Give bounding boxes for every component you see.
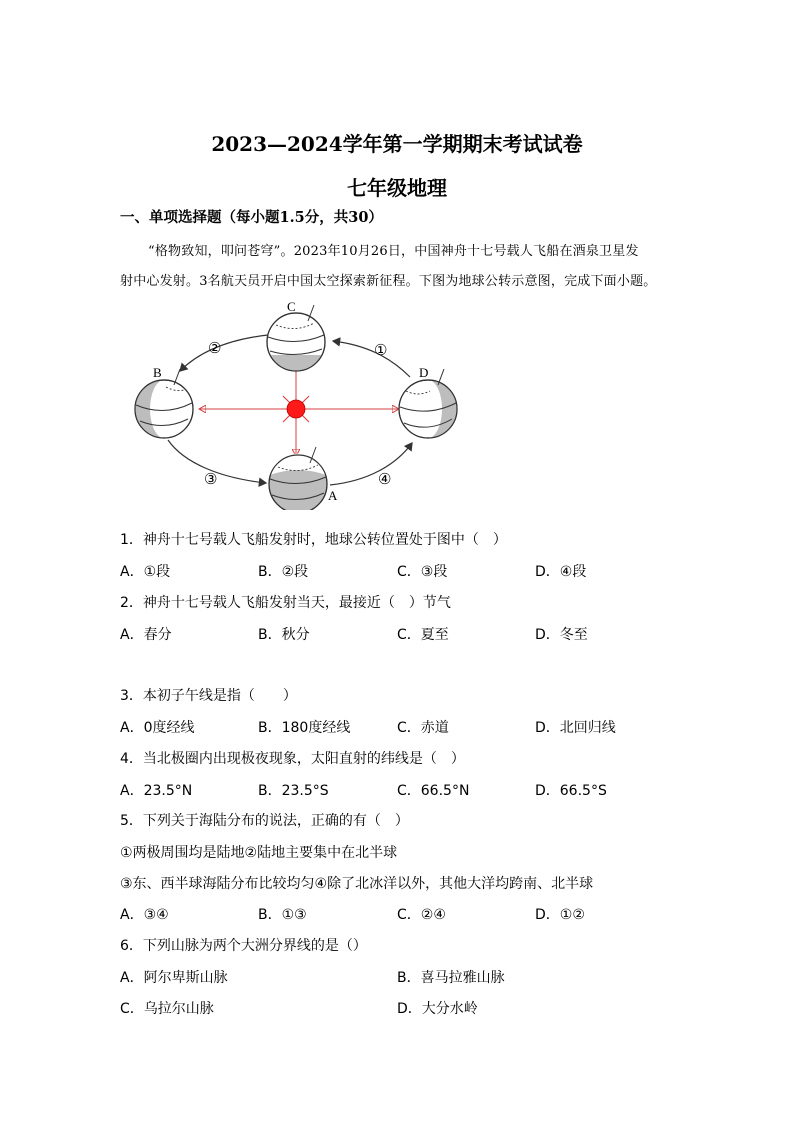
question-2-option-a[interactable]: A．春分 — [120, 627, 172, 643]
question-3-option-b[interactable]: B．180度经线 — [258, 720, 351, 736]
question-6-stem: 6．下列山脉为两个大洲分界线的是（） — [120, 938, 367, 954]
question-5-stem: 5．下列关于海陆分布的说法，正确的有（ ） — [120, 813, 409, 829]
question-4-stem: 4．当北极圈内出现极夜现象，太阳直射的纬线是（ ） — [120, 751, 465, 767]
question-3-option-c[interactable]: C．赤道 — [397, 720, 449, 736]
sun-icon — [283, 396, 309, 422]
question-2-option-c[interactable]: C．夏至 — [397, 627, 449, 643]
earth-position-b — [135, 369, 193, 438]
question-3-option-a[interactable]: A．0度经线 — [120, 720, 195, 736]
exam-subtitle: 七年级地理 — [347, 176, 447, 200]
question-5-option-d[interactable]: D．①② — [535, 907, 585, 923]
question-1-option-d[interactable]: D．④段 — [535, 564, 587, 580]
segment-4-label: ④ — [378, 472, 392, 488]
question-3-option-d[interactable]: D．北回归线 — [535, 720, 616, 736]
label-a: A — [328, 488, 338, 503]
question-6-option-b[interactable]: B．喜马拉雅山脉 — [397, 970, 505, 986]
question-1-option-b[interactable]: B．②段 — [258, 564, 309, 580]
question-6-option-a[interactable]: A．阿尔卑斯山脉 — [120, 970, 228, 986]
section-heading: 一、单项选择题（每小题1.5分，共30） — [120, 209, 383, 226]
question-6-option-d[interactable]: D．大分水岭 — [397, 1001, 478, 1017]
earth-position-c — [267, 305, 325, 371]
earth-position-a — [269, 447, 327, 510]
orbit-arc-4 — [330, 443, 412, 485]
question-4-option-a[interactable]: A．23.5°N — [120, 783, 193, 799]
question-4-option-c[interactable]: C．66.5°N — [397, 783, 470, 799]
intro-paragraph-line-1: “格物致知，叩问苍穹”。2023年10月26日，中国神舟十七号载人飞船在酒泉卫星发 — [148, 244, 639, 259]
question-5-statements-line-2: ③东、西半球海陆分布比较均匀④除了北冰洋以外，其他大洋均跨南、北半球 — [120, 876, 594, 892]
question-6-option-c[interactable]: C．乌拉尔山脉 — [120, 1001, 214, 1017]
question-5-statements-line-1: ①两极周围均是陆地②陆地主要集中在北半球 — [120, 845, 398, 861]
question-1-option-a[interactable]: A．①段 — [120, 564, 171, 580]
question-2-option-b[interactable]: B．秋分 — [258, 627, 310, 643]
earth-revolution-diagram — [128, 295, 468, 510]
question-3-stem: 3．本初子午线是指（ ） — [120, 688, 297, 704]
question-4-option-d[interactable]: D．66.5°S — [535, 783, 607, 799]
question-1-option-c[interactable]: C．③段 — [397, 564, 448, 580]
question-4-option-b[interactable]: B．23.5°S — [258, 783, 329, 799]
question-5-option-c[interactable]: C．②④ — [397, 907, 446, 923]
question-2-stem: 2．神舟十七号载人飞船发射当天，最接近（ ）节气 — [120, 595, 451, 611]
segment-1-label: ① — [374, 343, 388, 359]
exam-title: 2023—2024学年第一学期期末考试试卷 — [211, 132, 583, 156]
intro-paragraph-line-2: 射中心发射。3名航天员开启中国太空探索新征程。下图为地球公转示意图，完成下面小题。 — [120, 274, 657, 289]
orbit-arc-2 — [180, 335, 268, 371]
label-b: B — [153, 365, 162, 380]
question-5-option-b[interactable]: B．①③ — [258, 907, 307, 923]
segment-3-label: ③ — [204, 472, 218, 488]
segment-2-label: ② — [208, 341, 222, 357]
question-2-option-d[interactable]: D．冬至 — [535, 627, 588, 643]
question-1-stem: 1．神舟十七号载人飞船发射时，地球公转位置处于图中（ ） — [120, 532, 507, 548]
orbit-arc-1 — [333, 341, 410, 377]
label-c: C — [287, 299, 296, 314]
question-5-option-a[interactable]: A．③④ — [120, 907, 169, 923]
label-d: D — [419, 365, 429, 380]
